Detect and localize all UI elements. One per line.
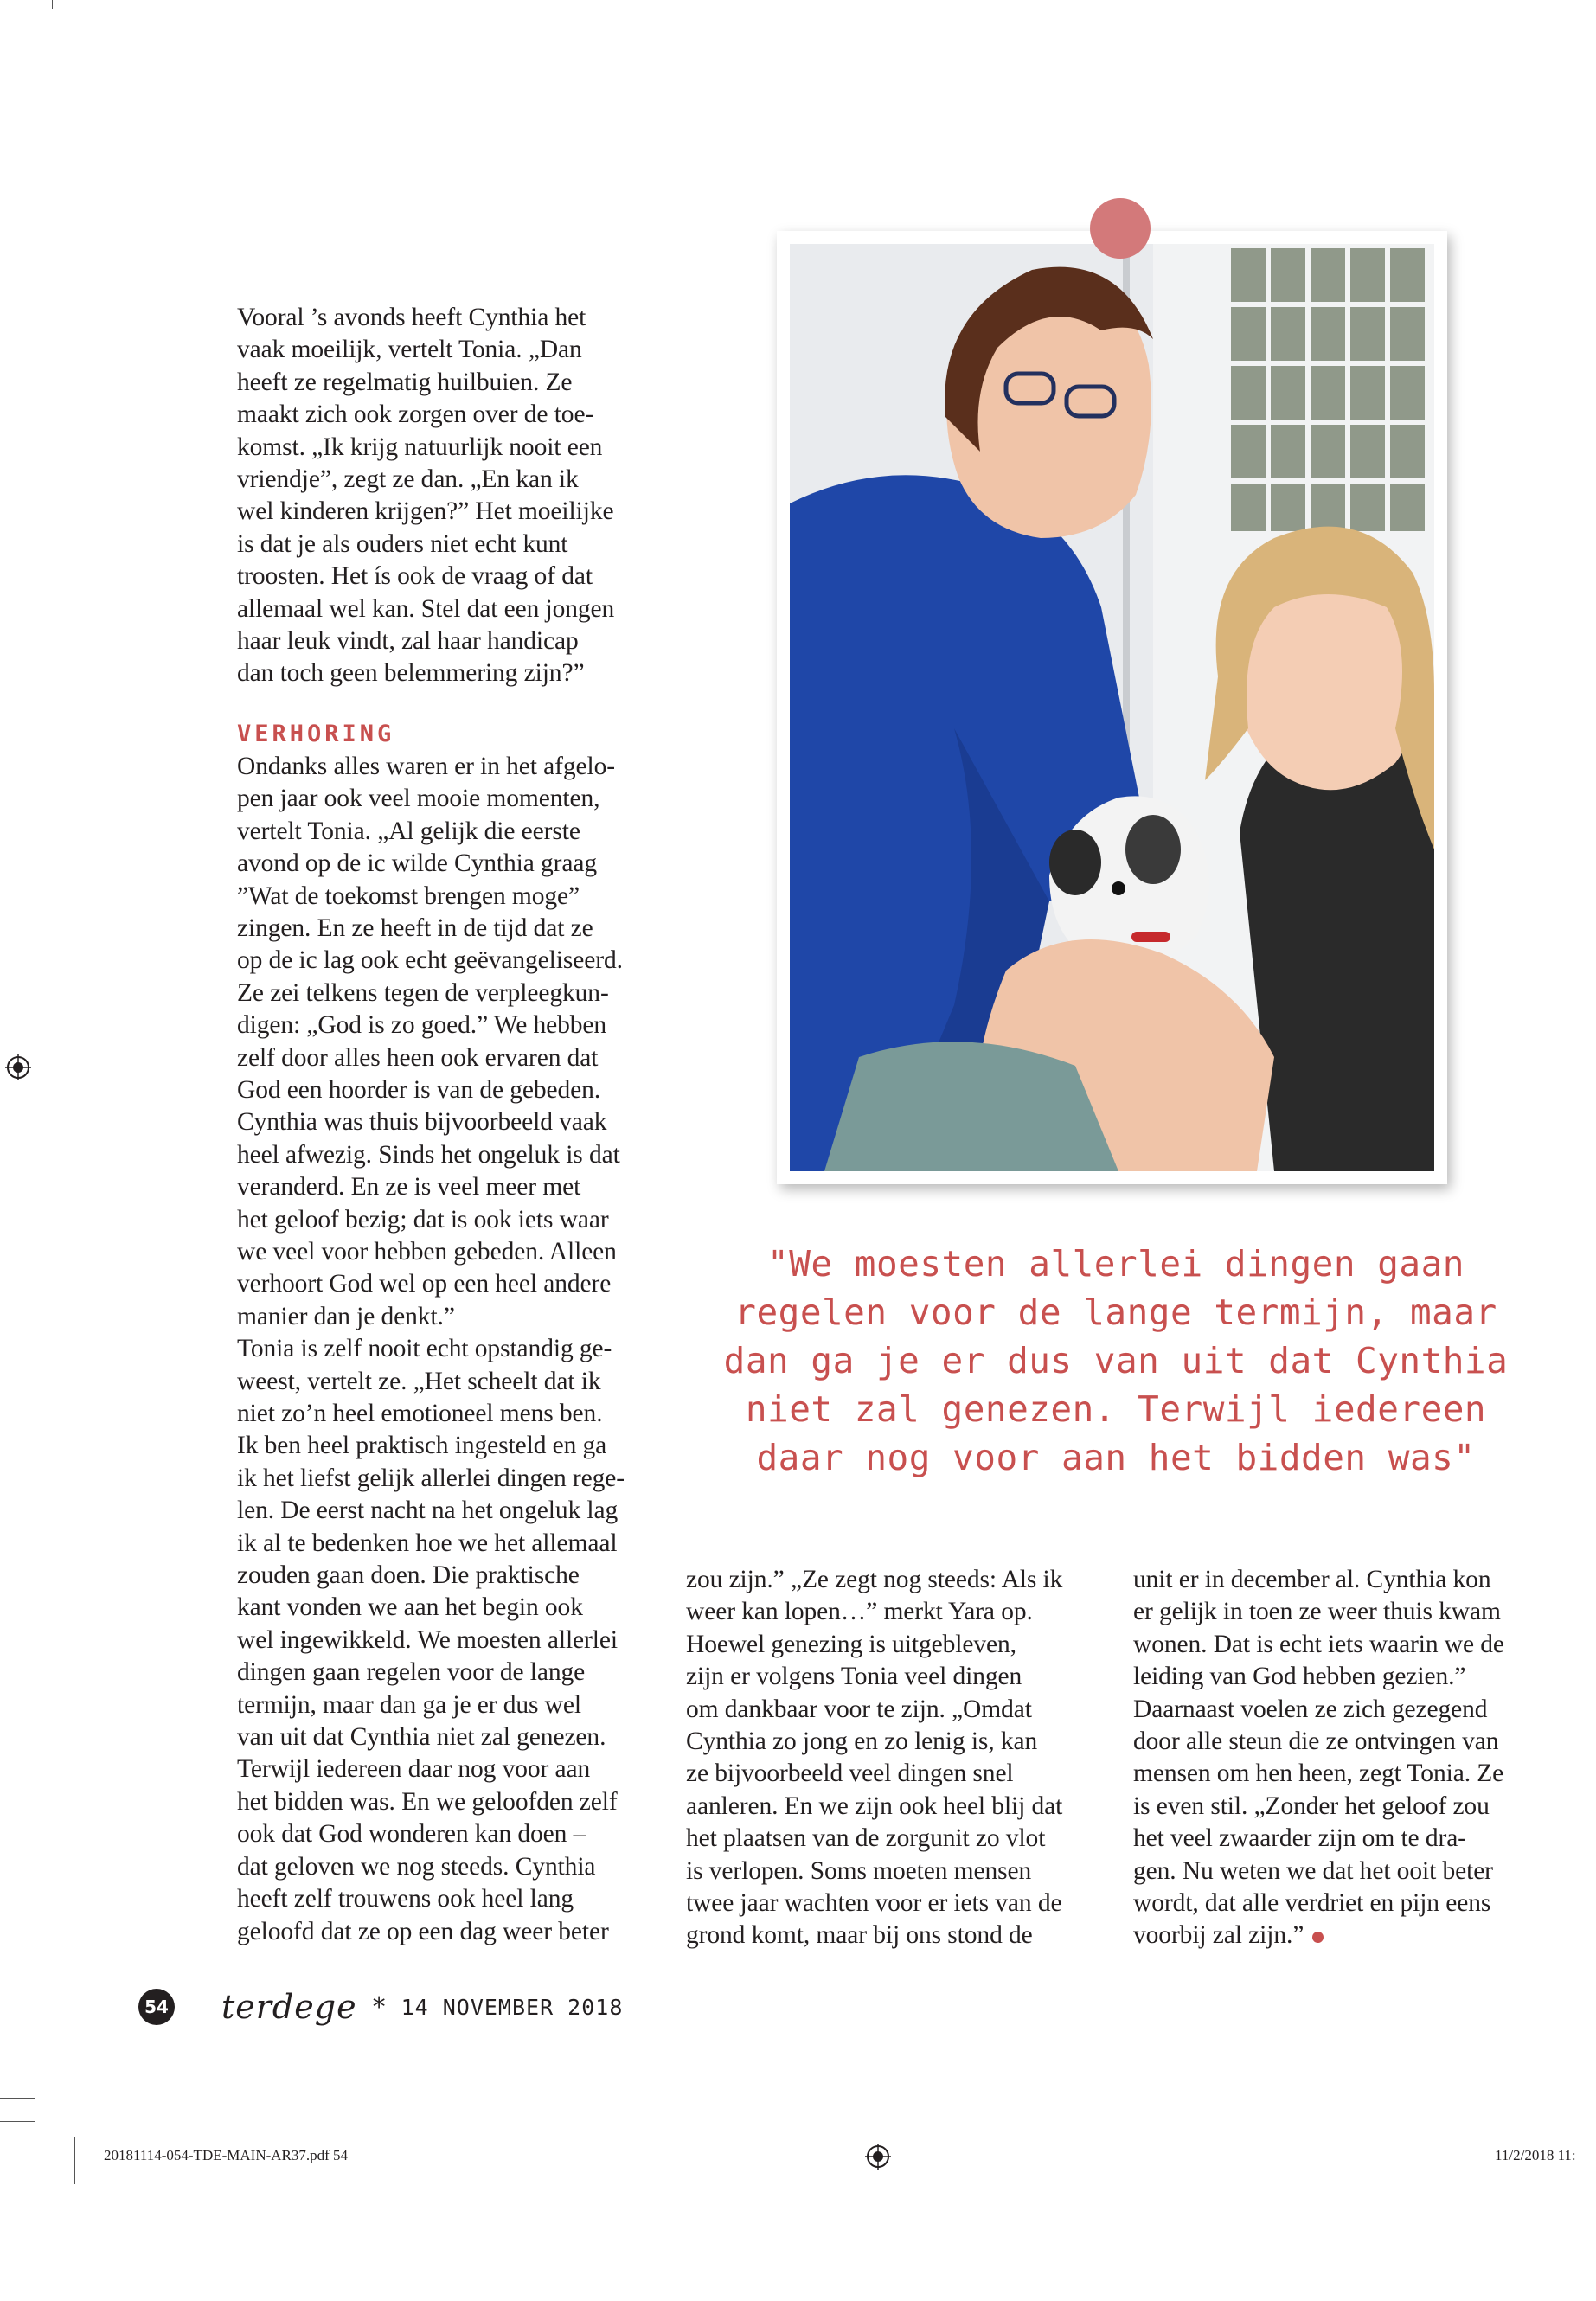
text-line: digen: „God is zo goed.” We hebben (237, 1011, 607, 1040)
text-line: is verlopen. Soms moeten mensen (686, 1856, 1032, 1885)
article-column-2 (686, 1564, 1110, 1952)
text-line: niet zo’n heel emotioneel mens ben. (237, 1400, 603, 1427)
text-line: vertelt Tonia. „Al gelijk die eerste (237, 817, 580, 845)
text-line: Hoewel genezing is uitgebleven, (686, 1630, 1016, 1658)
text-line: allemaal wel kan. Stel dat een jongen (237, 594, 615, 623)
crop-mark (74, 2137, 75, 2184)
article-column-3 (1133, 1564, 1548, 1952)
text-line: leiding van God hebben gezien.” (1133, 1663, 1466, 1691)
print-slug-datetime: 11/2/2018 11: (1495, 2147, 1576, 2163)
text-line: het plaatsen van de zorgunit zo vlot (686, 1824, 1046, 1853)
text-line: het veel zwaarder zijn om te dra- (1133, 1824, 1466, 1853)
text-line: regelen voor de lange termijn, maar (734, 1292, 1497, 1333)
text-line: Tonia is zelf nooit echt opstandig ge- (237, 1335, 612, 1363)
text-line: zingen. En ze heeft in de tijd dat ze (237, 913, 593, 942)
text-line: unit er in december al. Cynthia kon (1133, 1566, 1491, 1593)
text-line: veranderd. En ze is veel meer met (237, 1173, 581, 1202)
text-line: twee jaar wachten voor er iets van de (686, 1889, 1062, 1918)
text-line: is dat je als ouders niet echt kunt (237, 529, 568, 558)
text-line: troosten. Het ís ook de vraag of dat (237, 562, 593, 591)
paragraph (237, 302, 652, 690)
text-line: heel afwezig. Sinds het ongeluk is dat (237, 1140, 620, 1169)
text-line: vaak moeilijk, vertelt Tonia. „Dan (237, 336, 582, 364)
text-line: ik al te bedenken hoe we het allemaal (237, 1529, 618, 1557)
text-line: is even stil. „Zonder het geloof zou (1133, 1791, 1490, 1820)
text-line: Ik ben heel praktisch ingesteld en ga (237, 1432, 607, 1460)
crop-mark (0, 2121, 35, 2122)
text-line: ik het liefst gelijk allerlei dingen rege- (237, 1464, 625, 1492)
text-line: niet zal genezen. Terwijl iedereen (745, 1388, 1487, 1430)
text-line: ook dat God wonderen kan doen – (237, 1820, 586, 1849)
text-line: van uit dat Cynthia niet zal genezen. (237, 1723, 606, 1752)
paragraph (237, 1333, 652, 1948)
text-line: Daarnaast voelen ze zich gezegend (1133, 1695, 1488, 1723)
text-line: God een hoorder is van de gebeden. (237, 1075, 601, 1104)
text-line: daar nog voor aan het bidden was" (756, 1437, 1476, 1478)
text-line: het geloof bezig; dat is ook iets waar (237, 1205, 609, 1234)
separator: * (372, 1991, 386, 2022)
text-line: Cynthia zo jong en zo lenig is, kan (686, 1727, 1038, 1756)
text-line: zouden gaan doen. Die praktische (237, 1561, 580, 1590)
text-line: wel ingewikkeld. We moesten allerlei (237, 1625, 618, 1654)
text-line: op de ic lag ook echt geëvangeliseerd. (237, 946, 623, 975)
pull-quote (701, 1240, 1531, 1482)
page-number: 54 (138, 1989, 175, 2025)
pin-dot-icon (1090, 198, 1151, 259)
paragraph (237, 751, 652, 1333)
mother-daughter-puppy-photo (790, 244, 1434, 1171)
text-line: maakt zich ook zorgen over de toe- (237, 401, 594, 429)
text-line: Vooral ’s avonds heeft Cynthia het (237, 304, 586, 331)
section-heading: VERHORING (237, 720, 395, 747)
text-line: geloofd dat ze op een dag weer beter (237, 1917, 609, 1945)
text-line: ze bijvoorbeeld veel dingen snel (686, 1759, 1014, 1788)
text-line: zijn er volgens Tonia veel dingen (686, 1663, 1022, 1691)
text-line: zelf door alles heen ook ervaren dat (237, 1043, 599, 1072)
text-line: er gelijk in toen ze weer thuis kwam (1133, 1598, 1501, 1626)
print-slug-filename: 20181114-054-TDE-MAIN-AR37.pdf 54 (104, 2147, 349, 2163)
text-line: verhoort God wel op een heel andere (237, 1270, 612, 1298)
text-line: Ondanks alles waren er in het afgelo- (237, 752, 615, 780)
text-line: heeft ze regelmatig huilbuien. Ze (237, 368, 573, 396)
text-line: dingen gaan regelen voor de lange (237, 1658, 586, 1687)
text-line: heeft zelf trouwens ook heel lang (237, 1885, 574, 1913)
registration-mark-icon (865, 2144, 891, 2170)
article-column-1 (237, 302, 652, 1948)
page-footer (138, 1988, 623, 2026)
text-line: termijn, maar dan ga je er dus wel (237, 1690, 581, 1719)
text-line: weest, vertelt ze. „Het scheelt dat ik (237, 1367, 601, 1395)
text-line: len. De eerst nacht na het ongeluk lag (237, 1497, 619, 1525)
text-line: het bidden was. En we geloofden zelf (237, 1787, 618, 1816)
text-line: dan toch geen belemmering zijn?” (237, 659, 585, 688)
magazine-brand: terdege (221, 1988, 357, 2026)
text-line: aanleren. En we zijn ook heel blij dat (686, 1791, 1063, 1820)
text-line: Ze zei telkens tegen de verpleegkun- (237, 978, 609, 1007)
text-line: gen. Nu weten we dat het ooit beter (1133, 1856, 1493, 1885)
text-line: Terwijl iedereen daar nog voor aan (237, 1755, 591, 1784)
issue-date: 14 NOVEMBER 2018 (401, 1994, 624, 2020)
text-line: haar leuk vindt, zal haar handicap (237, 627, 579, 656)
text-line: "We moesten allerlei dingen gaan (767, 1243, 1465, 1285)
text-line: om dankbaar voor te zijn. „Omdat (686, 1695, 1032, 1723)
text-line: pen jaar ook veel mooie momenten, (237, 785, 600, 813)
text-line: voorbij zal zijn.” (1133, 1920, 1548, 1952)
text-line: wonen. Dat is echt iets waarin we de (1133, 1630, 1504, 1658)
text-line: Cynthia was thuis bijvoorbeeld vaak (237, 1108, 607, 1137)
text-line: komst. „Ik krijg natuurlijk nooit een (237, 433, 603, 461)
text-line: grond komt, maar bij ons stond de (686, 1921, 1033, 1950)
text-line: kant vonden we aan het begin ook (237, 1593, 583, 1622)
registration-mark-icon (5, 1054, 31, 1080)
text-line: weer kan lopen…” merkt Yara op. (686, 1598, 1033, 1626)
text-line: vriendje”, zegt ze dan. „En kan ik (237, 465, 579, 494)
text-line: ”Wat de toekomst brengen moge” (237, 881, 580, 910)
crop-mark (52, 0, 53, 9)
text-line: zou zijn.” „Ze zegt nog steeds: Als ik (686, 1566, 1063, 1593)
text-line: wel kinderen krijgen?” Het moeilijke (237, 497, 614, 526)
text-line: we veel voor hebben gebeden. Alleen (237, 1237, 617, 1266)
text-line: dat geloven we nog steeds. Cynthia (237, 1852, 596, 1881)
text-line: dan ga je er dus van uit dat Cynthia (723, 1340, 1509, 1381)
text-line: wordt, dat alle verdriet en pijn eens (1133, 1889, 1491, 1918)
text-line: door alle steun die ze ontvingen van (1133, 1727, 1499, 1756)
photo-frame (777, 231, 1447, 1184)
crop-mark (0, 2098, 35, 2099)
text-line: avond op de ic wilde Cynthia graag (237, 849, 598, 878)
end-mark-icon (1312, 1932, 1324, 1943)
text-line: manier dan je denkt.” (237, 1302, 455, 1330)
text-line: mensen om hen heen, zegt Tonia. Ze (1133, 1759, 1504, 1788)
